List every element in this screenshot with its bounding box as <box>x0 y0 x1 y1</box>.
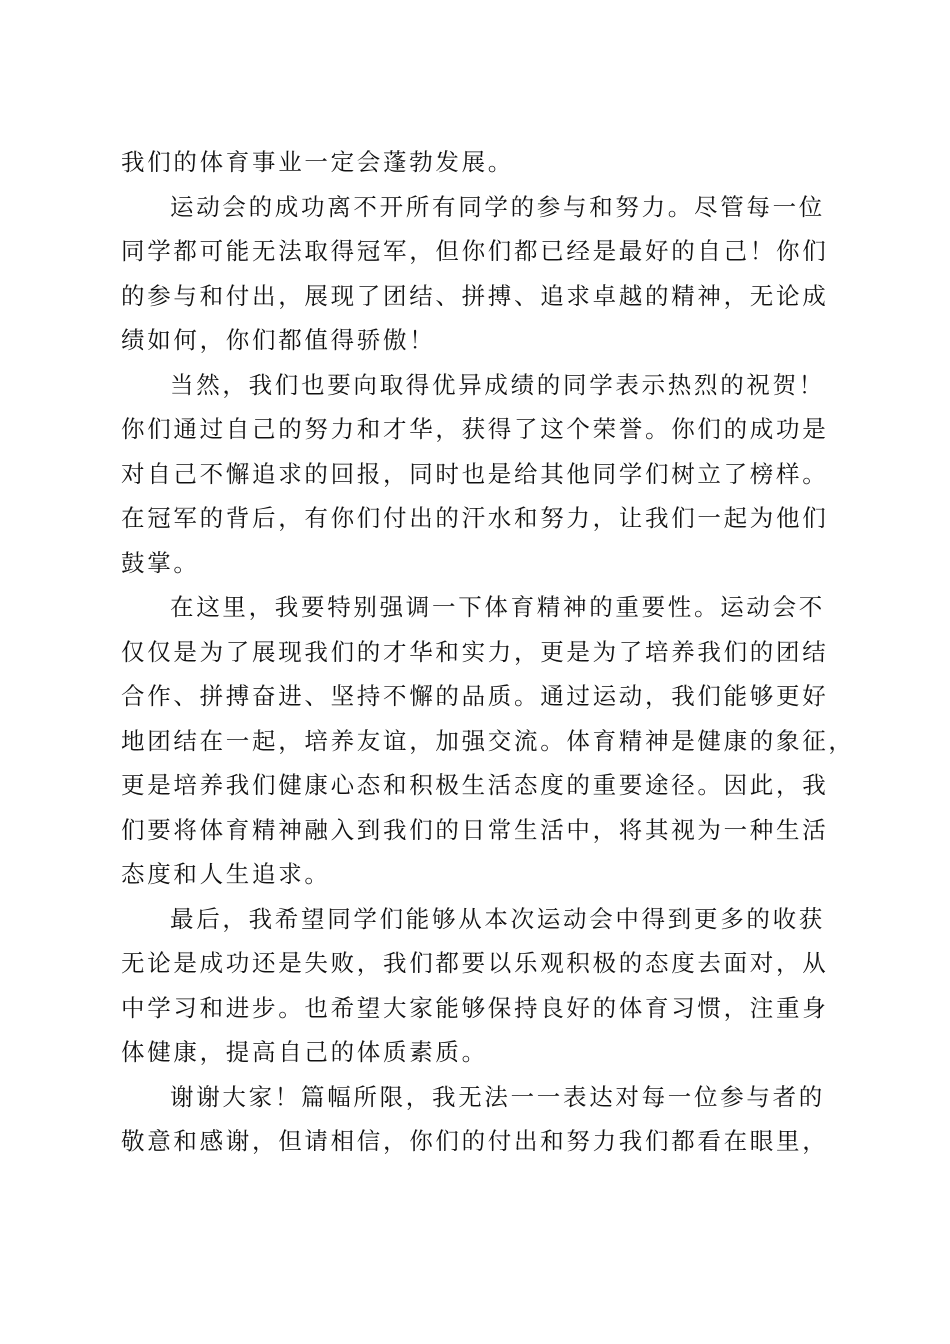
text-line: 你们通过自己的努力和才华，获得了这个荣誉。你们的成功是 <box>121 415 829 443</box>
text-line: 同学都可能无法取得冠军，但你们都已经是最好的自己！你们 <box>121 237 829 265</box>
text-line: 谢谢大家！篇幅所限，我无法一一表达对每一位参与者的 <box>170 1082 825 1111</box>
text-line: 无论是成功还是失败，我们都要以乐观积极的态度去面对，从 <box>121 949 829 977</box>
text-line: 们要将体育精神融入到我们的日常生活中，将其视为一种生活 <box>121 815 829 844</box>
text-line: 对自己不懈追求的回报，同时也是给其他同学们树立了榜样。 <box>121 459 829 488</box>
text-line: 在这里，我要特别强调一下体育精神的重要性。运动会不 <box>170 593 825 621</box>
text-line: 态度和人生追求。 <box>121 860 331 888</box>
text-line: 地团结在一起，培养友谊，加强交流。体育精神是健康的象征， <box>121 726 855 755</box>
text-line: 运动会的成功离不开所有同学的参与和努力。尽管每一位 <box>170 192 825 221</box>
text-line: 仅仅是为了展现我们的才华和实力，更是为了培养我们的团结 <box>121 637 829 666</box>
speech-body-text <box>121 140 855 1164</box>
text-line: 合作、拼搏奋进、坚持不懈的品质。通过运动，我们能够更好 <box>121 682 829 710</box>
text-line: 在冠军的背后，有你们付出的汗水和努力，让我们一起为他们 <box>121 504 829 532</box>
text-line: 鼓掌。 <box>121 548 200 577</box>
text-line: 体健康，提高自己的体质素质。 <box>121 1038 488 1066</box>
text-line: 更是培养我们健康心态和积极生活态度的重要途径。因此，我 <box>121 771 829 799</box>
text-line: 绩如何，你们都值得骄傲！ <box>121 326 436 354</box>
text-line: 中学习和进步。也希望大家能够保持良好的体育习惯，注重身 <box>121 993 829 1022</box>
text-line: 当然，我们也要向取得优异成绩的同学表示热烈的祝贺！ <box>170 370 825 399</box>
text-line: 最后，我希望同学们能够从本次运动会中得到更多的收获 <box>170 904 825 933</box>
text-line: 我们的体育事业一定会蓬勃发展。 <box>121 148 514 176</box>
text-line: 的参与和付出，展现了团结、拼搏、追求卓越的精神，无论成 <box>121 281 829 310</box>
text-line: 敬意和感谢，但请相信，你们的付出和努力我们都看在眼里， <box>121 1127 829 1155</box>
